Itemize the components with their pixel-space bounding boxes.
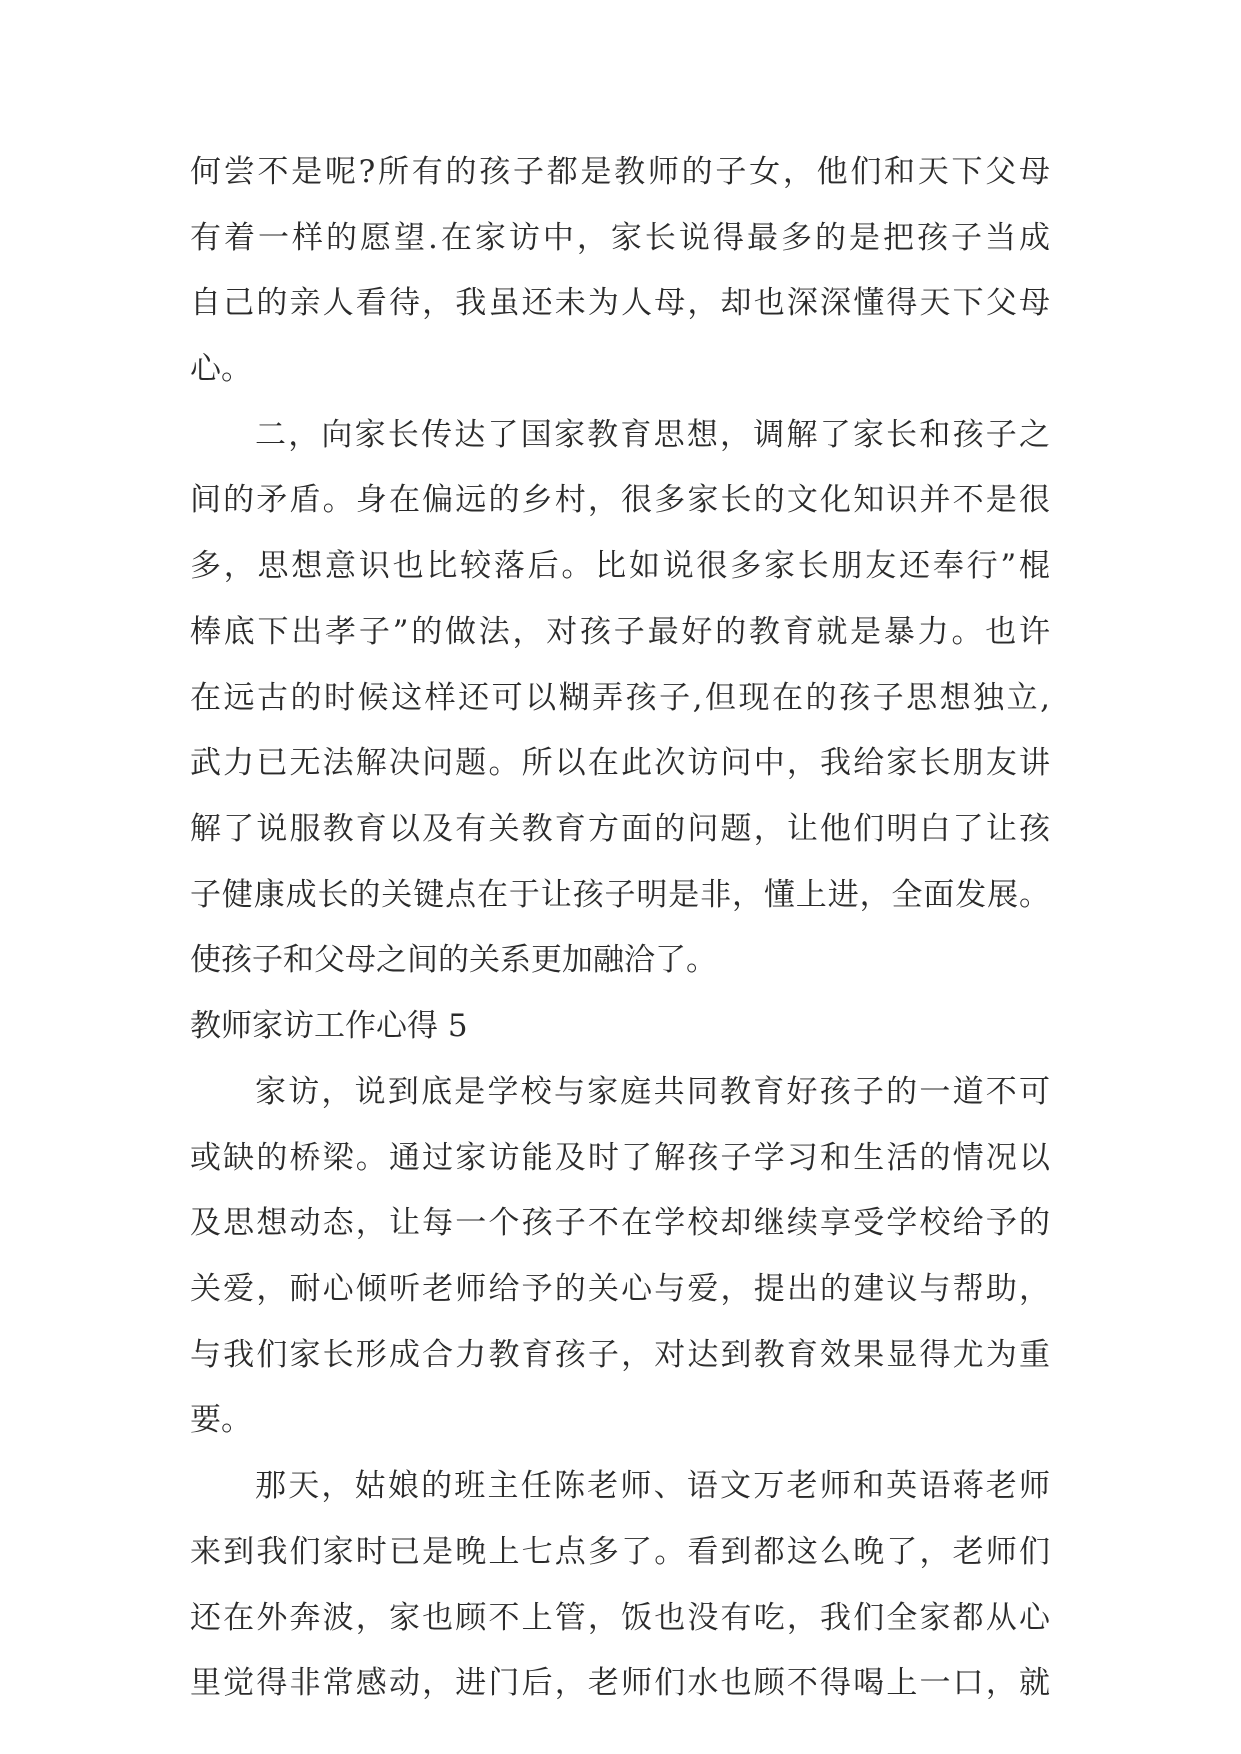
text-line: 及思想动态，让每一个孩子不在学校却继续享受学校给予的 bbox=[190, 1205, 1050, 1241]
text-line: 棒底下出孝子”的做法，对孩子最好的教育就是暴力。也许 bbox=[190, 614, 1050, 650]
text-line: 来到我们家时已是晚上七点多了。看到都这么晚了，老师们 bbox=[190, 1534, 1050, 1570]
section-heading: 教师家访工作心得 5 bbox=[190, 1008, 468, 1044]
text-line: 与我们家长形成合力教育孩子，对达到教育效果显得尤为重 bbox=[190, 1337, 1050, 1373]
text-line: 间的矛盾。身在偏远的乡村，很多家长的文化知识并不是很 bbox=[190, 482, 1050, 518]
text-line: 子健康成长的关键点在于让孩子明是非，懂上进，全面发展。 bbox=[190, 877, 1050, 913]
paragraph-first-line: 家访，说到底是学校与家庭共同教育好孩子的一道不可 bbox=[255, 1074, 1050, 1110]
text-line: 心。 bbox=[190, 351, 252, 387]
text-line: 有着一样的愿望.在家访中，家长说得最多的是把孩子当成 bbox=[190, 220, 1050, 256]
text-line: 武力已无法解决问题。所以在此次访问中，我给家长朋友讲 bbox=[190, 745, 1050, 781]
text-line: 使孩子和父母之间的关系更加融洽了。 bbox=[190, 942, 717, 978]
paragraph-first-line: 二，向家长传达了国家教育思想，调解了家长和孩子之 bbox=[255, 417, 1050, 453]
text-line: 关爱，耐心倾听老师给予的关心与爱，提出的建议与帮助， bbox=[190, 1271, 1050, 1307]
text-line: 解了说服教育以及有关教育方面的问题，让他们明白了让孩 bbox=[190, 811, 1050, 847]
text-line: 要。 bbox=[190, 1402, 252, 1438]
text-line: 自己的亲人看待，我虽还未为人母，却也深深懂得天下父母 bbox=[190, 285, 1050, 321]
text-line: 何尝不是呢?所有的孩子都是教师的子女，他们和天下父母 bbox=[190, 154, 1050, 190]
text-line: 还在外奔波，家也顾不上管，饭也没有吃，我们全家都从心 bbox=[190, 1600, 1050, 1636]
text-line: 里觉得非常感动，进门后，老师们水也顾不得喝上一口，就 bbox=[190, 1665, 1050, 1701]
text-line: 或缺的桥梁。通过家访能及时了解孩子学习和生活的情况以 bbox=[190, 1140, 1050, 1176]
paragraph-first-line: 那天，姑娘的班主任陈老师、语文万老师和英语蒋老师 bbox=[255, 1468, 1050, 1504]
text-line: 多，思想意识也比较落后。比如说很多家长朋友还奉行”棍 bbox=[190, 548, 1050, 584]
text-line: 在远古的时候这样还可以糊弄孩子,但现在的孩子思想独立, bbox=[190, 680, 1050, 716]
